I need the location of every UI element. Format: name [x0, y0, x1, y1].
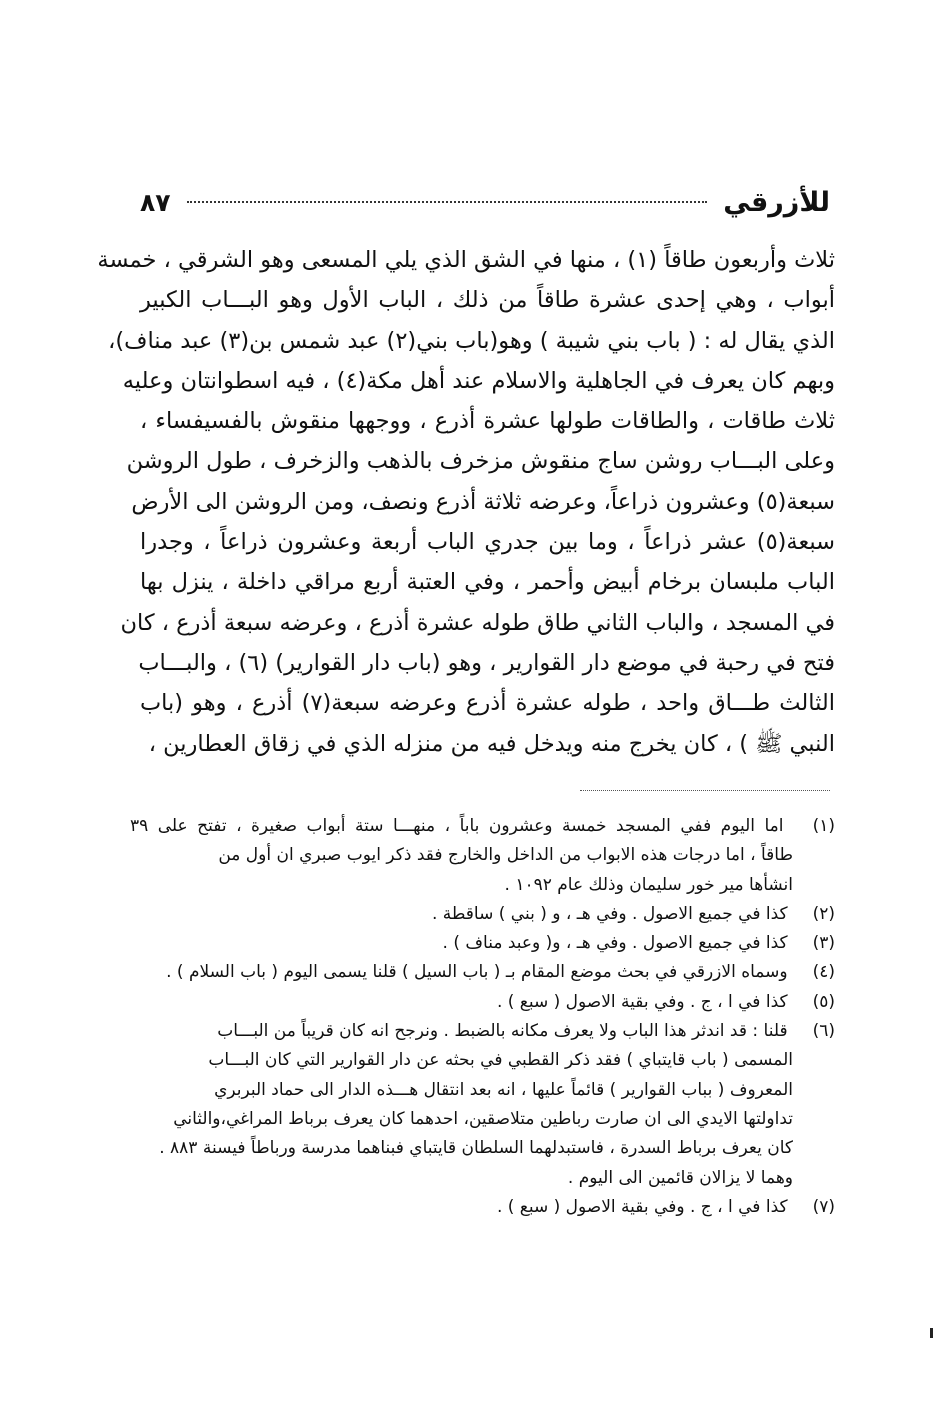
text-line: وعلى البـــاب روشن ساج منقوش مزخرف بالذهب والزخرف ، طول الروشن [126, 448, 835, 475]
text-line: النبي ﷺ ) ، كان يخرج منه ويدخل فيه من منزله الذي في زقاق العطارين ، [148, 730, 835, 757]
text-line: ثلاث وأربعون طاقاً (١) ، منها في الشق الذي يلي المسعى وهو الشرقي ، خمسة [97, 247, 835, 273]
footnote-number: (٧) [812, 1196, 835, 1217]
footnote-1-line: طاقاً ، اما درجات هذه الابواب من الداخل والخارج فقد ذكر ايوب صبري ان أول من [218, 845, 793, 866]
footnote-number: (٦) [812, 1021, 835, 1042]
footnote-text: وسماه الازرقي في بحث موضع المقام بـ ( باب السيل ) قلنا يسمى اليوم ( باب السلام ) . [166, 962, 788, 983]
footnote-2-line [130, 900, 835, 929]
text-line: الباب ملبسان برخام أبيض وأحمر ، وفي العتبة أربع مراقي داخلة ، ينزل بها [140, 569, 835, 596]
footnote-number: (٤) [812, 962, 835, 983]
footnote-7-line [130, 1193, 835, 1222]
footnote-text: اما اليوم ففي المسجد خمسة وعشرون باباً ، منهـــا ستة أبواب صغيرة ، تفتح على ٣٩ [130, 816, 784, 836]
footnote-separator [580, 790, 830, 791]
footnote-4-line [130, 958, 835, 987]
footnotes [130, 812, 835, 1222]
footnote-text: كذا في جميع الاصول . وفي هـ ، و( وعبد مناف ) . [442, 933, 788, 954]
footnote-number: (١) [812, 816, 835, 836]
text-line: سبعة(٥) وعشرون ذراعاً، وعرضه ثلاثة أذرع ونصف، ومن الروشن الى الأرض [131, 488, 835, 515]
footnote-number: (٢) [812, 903, 835, 924]
text-line: سبعة(٥) عشر ذراعاً ، وما بين جدري الباب أربعة وعشرون ذراعاً ، وجدرا [140, 529, 835, 556]
main-text [97, 240, 835, 764]
running-header [140, 182, 830, 222]
margin-mark [930, 1328, 933, 1338]
footnote-6-line: كان يعرف برباط السدرة ، فاستبدلهما السلطان قايتباي فبناهما مدرسة ورباطاً فيسنة ٨٨٣ . [159, 1138, 793, 1159]
header-dotted-rule [187, 201, 708, 203]
footnote-text: كذا في ا ، ج . وفي بقية الاصول ( سبع ) . [496, 1196, 788, 1217]
footnote-6-line [130, 1017, 835, 1046]
text-line: ثلاث طاقات ، والطاقات طولها عشرة أذرع ، ووجهها منقوش بالفسيفساء ، [140, 408, 835, 435]
footnote-text: قلنا : قد اندثر هذا الباب ولا يعرف مكانه بالضبط . ونرجح انه كان قريباً من البـــاب [217, 1021, 788, 1042]
footnote-1-line [130, 812, 835, 841]
text-line: الذي يقال له : ( باب بني شيبة ) وهو(باب بني(٢) عبد شمس بن(٣) عبد مناف)، [108, 327, 835, 354]
text-line: وبهم كان يعرف في الجاهلية والاسلام عند أهل مكة(٤) ، فيه اسطوانتان وعليه [122, 367, 835, 394]
footnote-6-line: تداولتها الايدي الى ان صارت رباطين متلاصقين، احدهما كان يعرف برباط المراغي،والثاني [173, 1108, 793, 1129]
text-line: في المسجد ، والباب الثاني طاق طوله عشرة أذرع ، وعرضه سبعة أذرع ، كان [120, 609, 835, 636]
footnote-1-line: انشأها مير خور سليمان وذلك عام ١٠٩٢ . [504, 874, 793, 895]
footnote-number: (٥) [812, 991, 835, 1012]
footnote-5-line [130, 988, 835, 1017]
footnote-6-line: المسمى ( باب قايتباي ) فقد ذكر القطبي في بحثه عن دار القوارير التي كان البـــاب [208, 1050, 793, 1071]
footnote-text: كذا في ا ، ج . وفي بقية الاصول ( سبع ) . [496, 991, 788, 1012]
page-number: ٨٧ [140, 187, 171, 217]
text-line: فتح في رحبة في موضع دار القوارير ، وهو (باب دار القوارير) (٦) ، والبـــاب [138, 649, 835, 676]
text-line: الثالث طـــاق واحد ، طوله عشرة أذرع وعرضه سبعة(٧) أذرع ، وهو (باب [140, 690, 835, 717]
footnote-number: (٣) [812, 933, 835, 954]
text-line: أبواب ، وهي إحدى عشرة طاقاً من ذلك ، الباب الأول وهو البـــاب الكبير [140, 287, 835, 314]
footnote-text: كذا في جميع الاصول . وفي هـ ، و ( بني ) ساقطة . [431, 903, 788, 924]
footnote-6-line: المعروف ( بباب القوارير ) قائماً عليها ، انه بعد انتقال هـــذه الدار الى حماد البربري [214, 1079, 793, 1100]
running-title: للأزرقي [723, 186, 830, 218]
footnote-3-line [130, 929, 835, 958]
footnote-6-line: وهما لا يزالان قائمين الى اليوم . [567, 1167, 793, 1188]
